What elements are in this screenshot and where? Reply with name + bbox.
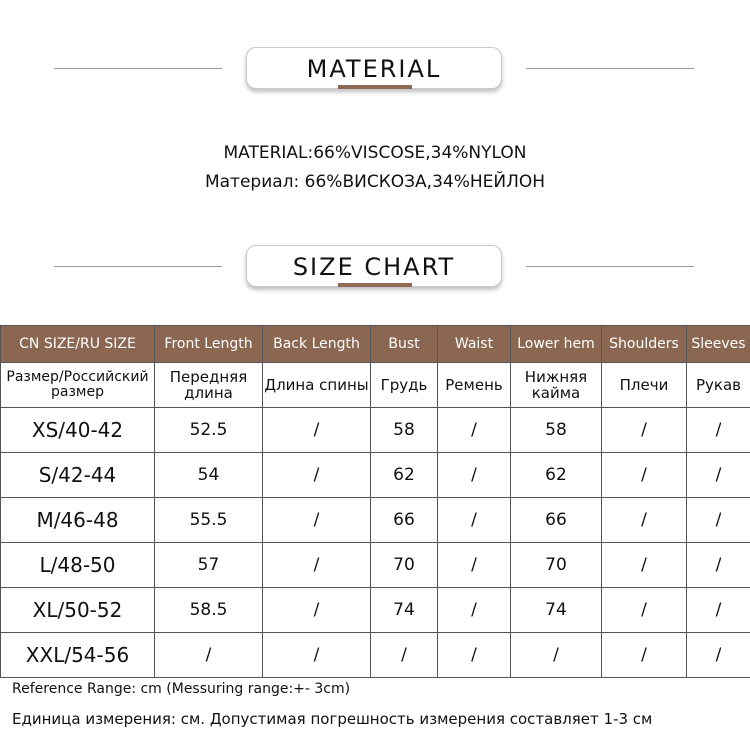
material-line-ru: Материал: 66%ВИСКОЗА,34%НЕЙЛОН xyxy=(204,172,546,192)
header-cell-ru: Длина спины xyxy=(263,363,371,408)
header-cell-ru: Грудь xyxy=(371,363,438,408)
header-cell: Bust xyxy=(371,326,438,363)
table-cell: / xyxy=(438,408,511,453)
size-chart-title-box xyxy=(246,245,502,287)
table-cell: / xyxy=(371,633,438,678)
table-cell: 66 xyxy=(371,498,438,543)
table-cell: / xyxy=(263,498,371,543)
table-cell: / xyxy=(263,633,371,678)
table-cell: / xyxy=(155,633,263,678)
header-cell: Sleeves xyxy=(687,326,750,363)
header-cell-ru: Плечи xyxy=(602,363,687,408)
table-cell: / xyxy=(687,408,750,453)
table-row xyxy=(1,633,750,678)
size-cell: XS/40-42 xyxy=(1,408,155,453)
table-cell: / xyxy=(511,633,602,678)
table-cell: / xyxy=(263,453,371,498)
header-cell-ru: Передняя длина xyxy=(155,363,263,408)
reference-note: Reference Range: cm (Messuring range:+- 3cm) xyxy=(12,681,351,697)
table-cell: / xyxy=(687,498,750,543)
table-cell: 62 xyxy=(371,453,438,498)
table-row xyxy=(1,498,750,543)
table-cell: / xyxy=(602,588,687,633)
table-cell: 74 xyxy=(371,588,438,633)
material-line-en: MATERIAL:66%VISCOSE,34%NYLON xyxy=(223,143,527,163)
table-cell: 62 xyxy=(511,453,602,498)
table-cell: / xyxy=(602,408,687,453)
table-cell: 54 xyxy=(155,453,263,498)
table-cell: / xyxy=(602,633,687,678)
table-cell: 70 xyxy=(371,543,438,588)
table-row xyxy=(1,453,750,498)
divider-right xyxy=(526,266,694,267)
material-title: MATERIAL xyxy=(306,55,442,83)
header-row-ru xyxy=(1,363,750,408)
divider-left xyxy=(54,266,222,267)
title-accent-bar xyxy=(338,85,412,89)
header-cell-ru: Нижняя кайма xyxy=(511,363,602,408)
divider-left xyxy=(54,68,222,69)
header-cell: Lower hem xyxy=(511,326,602,363)
table-row xyxy=(1,408,750,453)
size-cell: XL/50-52 xyxy=(1,588,155,633)
table-cell: 55.5 xyxy=(155,498,263,543)
table-cell: 74 xyxy=(511,588,602,633)
table-cell: / xyxy=(438,543,511,588)
table-cell: / xyxy=(438,588,511,633)
header-cell: Shoulders xyxy=(602,326,687,363)
reference-note-ru: Единица измерения: см. Допустимая погрешность измерения составляет 1-3 см xyxy=(12,710,653,728)
table-cell: / xyxy=(438,633,511,678)
title-accent-bar xyxy=(338,283,412,287)
header-cell: CN SIZE/RU SIZE xyxy=(1,326,155,363)
table-cell: 57 xyxy=(155,543,263,588)
header-row xyxy=(1,326,750,363)
header-cell: Back Length xyxy=(263,326,371,363)
table-cell: / xyxy=(438,498,511,543)
table-cell: / xyxy=(687,543,750,588)
size-cell: XXL/54-56 xyxy=(1,633,155,678)
table-row xyxy=(1,588,750,633)
table-cell: / xyxy=(602,498,687,543)
size-cell: L/48-50 xyxy=(1,543,155,588)
table-cell: 58 xyxy=(371,408,438,453)
size-cell: M/46-48 xyxy=(1,498,155,543)
size-chart-title: SIZE CHART xyxy=(292,253,456,281)
size-table xyxy=(0,325,750,678)
table-cell: / xyxy=(263,543,371,588)
table-cell: / xyxy=(438,453,511,498)
table-cell: 58 xyxy=(511,408,602,453)
table-row xyxy=(1,543,750,588)
header-cell-ru: Рукав xyxy=(687,363,750,408)
table-cell: / xyxy=(687,453,750,498)
table-cell: / xyxy=(687,633,750,678)
table-cell: 70 xyxy=(511,543,602,588)
table-cell: / xyxy=(263,588,371,633)
table-cell: / xyxy=(602,453,687,498)
table-cell: 52.5 xyxy=(155,408,263,453)
table-cell: 58.5 xyxy=(155,588,263,633)
table-cell: / xyxy=(687,588,750,633)
divider-right xyxy=(526,68,694,69)
table-cell: / xyxy=(602,543,687,588)
table-cell: / xyxy=(263,408,371,453)
header-cell-ru: Ремень xyxy=(438,363,511,408)
header-cell: Front Length xyxy=(155,326,263,363)
material-title-box xyxy=(246,47,502,89)
table-cell: 66 xyxy=(511,498,602,543)
size-cell: S/42-44 xyxy=(1,453,155,498)
header-cell: Waist xyxy=(438,326,511,363)
header-cell-ru: Размер/Российский размер xyxy=(1,363,155,408)
